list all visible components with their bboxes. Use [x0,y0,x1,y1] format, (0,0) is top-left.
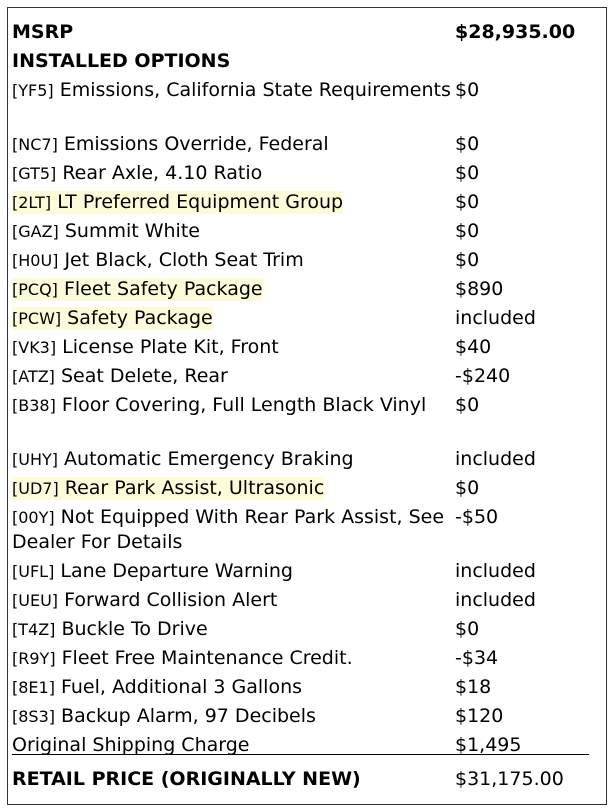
option-description: Fuel, Additional 3 Gallons [61,676,303,698]
option-label [12,335,452,360]
option-price: $18 [455,676,492,698]
option-price: $0 [455,618,480,640]
option-text [12,220,200,242]
option-price: $0 [455,162,480,184]
option-text [12,307,213,330]
option-price: -$240 [455,365,511,387]
installed-options-title: INSTALLED OPTIONS [12,50,231,72]
option-code: [GAZ] [12,222,59,241]
option-price: -$34 [455,647,499,669]
option-code: [T4Z] [12,620,56,639]
option-text [12,477,324,500]
option-price: $890 [455,278,504,300]
option-description: LT Preferred Equipment Group [57,191,344,213]
option-description: Emissions, California State Requirements [59,79,451,101]
option-description: Emissions Override, Federal [63,133,329,155]
option-text [12,79,451,101]
option-description: Fleet Free Maintenance Credit. [61,647,353,669]
option-description: Safety Package [67,307,213,329]
option-text [12,162,262,184]
option-description: Lane Departure Warning [60,560,293,582]
option-text [12,448,354,470]
total-divider [12,754,589,755]
option-label [12,476,452,501]
option-description: Not Equipped With Rear Park Assist, See Dealer For Details [12,506,445,553]
option-code: [YF5] [12,81,54,100]
option-code: [8S3] [12,707,55,726]
option-price: $40 [455,336,492,358]
option-text [12,191,343,214]
option-description: Floor Covering, Full Length Black Vinyl [61,394,427,416]
option-price: included [455,448,536,470]
option-text [12,560,293,582]
option-price: -$50 [455,506,499,528]
option-price: included [455,560,536,582]
option-text [12,278,263,301]
option-text [12,249,304,271]
msrp-label: MSRP [12,21,74,43]
option-price: $0 [455,249,480,271]
option-code: [ATZ] [12,367,55,386]
option-text [12,506,444,553]
msrp-value: $28,935.00 [455,21,576,43]
option-code: [UEU] [12,591,59,610]
option-code: [R9Y] [12,649,56,668]
option-text [12,336,279,358]
option-label [12,364,452,389]
option-code: [NC7] [12,135,58,154]
option-label [12,132,452,157]
option-code: [8E1] [12,678,55,697]
option-text [12,618,208,640]
option-price: included [455,307,536,329]
option-code: [PCW] [12,309,62,328]
option-text [12,365,228,387]
option-label [12,675,452,700]
option-code: [UFL] [12,562,55,581]
option-text [12,394,426,416]
option-text [12,705,316,727]
option-label [12,617,452,642]
option-price: $0 [455,394,480,416]
option-label [12,447,452,472]
option-code: [2LT] [12,193,52,212]
option-label [12,559,452,584]
option-text [12,589,277,611]
option-label [12,219,452,244]
option-description: Automatic Emergency Braking [64,448,354,470]
option-code: [PCQ] [12,280,58,299]
option-text [12,676,302,698]
option-code: [UD7] [12,479,59,498]
option-label [12,704,452,729]
option-price: $0 [455,477,480,499]
shipping-label: Original Shipping Charge [12,734,250,756]
option-code: [VK3] [12,338,57,357]
option-description: Jet Black, Cloth Seat Trim [64,249,304,271]
option-code: [H0U] [12,251,59,270]
option-description: Rear Park Assist, Ultrasonic [64,477,325,499]
option-code: [B38] [12,396,56,415]
option-description: License Plate Kit, Front [62,336,279,358]
option-description: Backup Alarm, 97 Decibels [61,705,316,727]
option-label [12,190,452,215]
option-label [12,277,452,302]
option-label [12,505,452,555]
option-label [12,588,452,613]
option-price: $0 [455,79,480,101]
option-price: included [455,589,536,611]
option-description: Fleet Safety Package [63,278,263,300]
option-label [12,646,452,671]
option-description: Seat Delete, Rear [60,365,228,387]
option-label [12,248,452,273]
option-label [12,161,452,186]
option-price: $0 [455,191,480,213]
option-description: Summit White [64,220,200,242]
option-label [12,78,452,103]
option-text [12,133,329,155]
option-label [12,393,452,418]
retail-value: $31,175.00 [455,768,564,790]
option-description: Buckle To Drive [61,618,208,640]
option-code: [UHY] [12,450,58,469]
option-description: Forward Collision Alert [64,589,278,611]
option-description: Rear Axle, 4.10 Ratio [62,162,263,184]
option-price: $0 [455,220,480,242]
option-price: $0 [455,133,480,155]
option-text [12,647,353,669]
shipping-value: $1,495 [455,734,522,756]
option-label [12,306,452,331]
retail-label: RETAIL PRICE (ORIGINALLY NEW) [12,768,361,790]
option-price: $120 [455,705,504,727]
option-code: [00Y] [12,508,55,527]
option-code: [GT5] [12,164,57,183]
